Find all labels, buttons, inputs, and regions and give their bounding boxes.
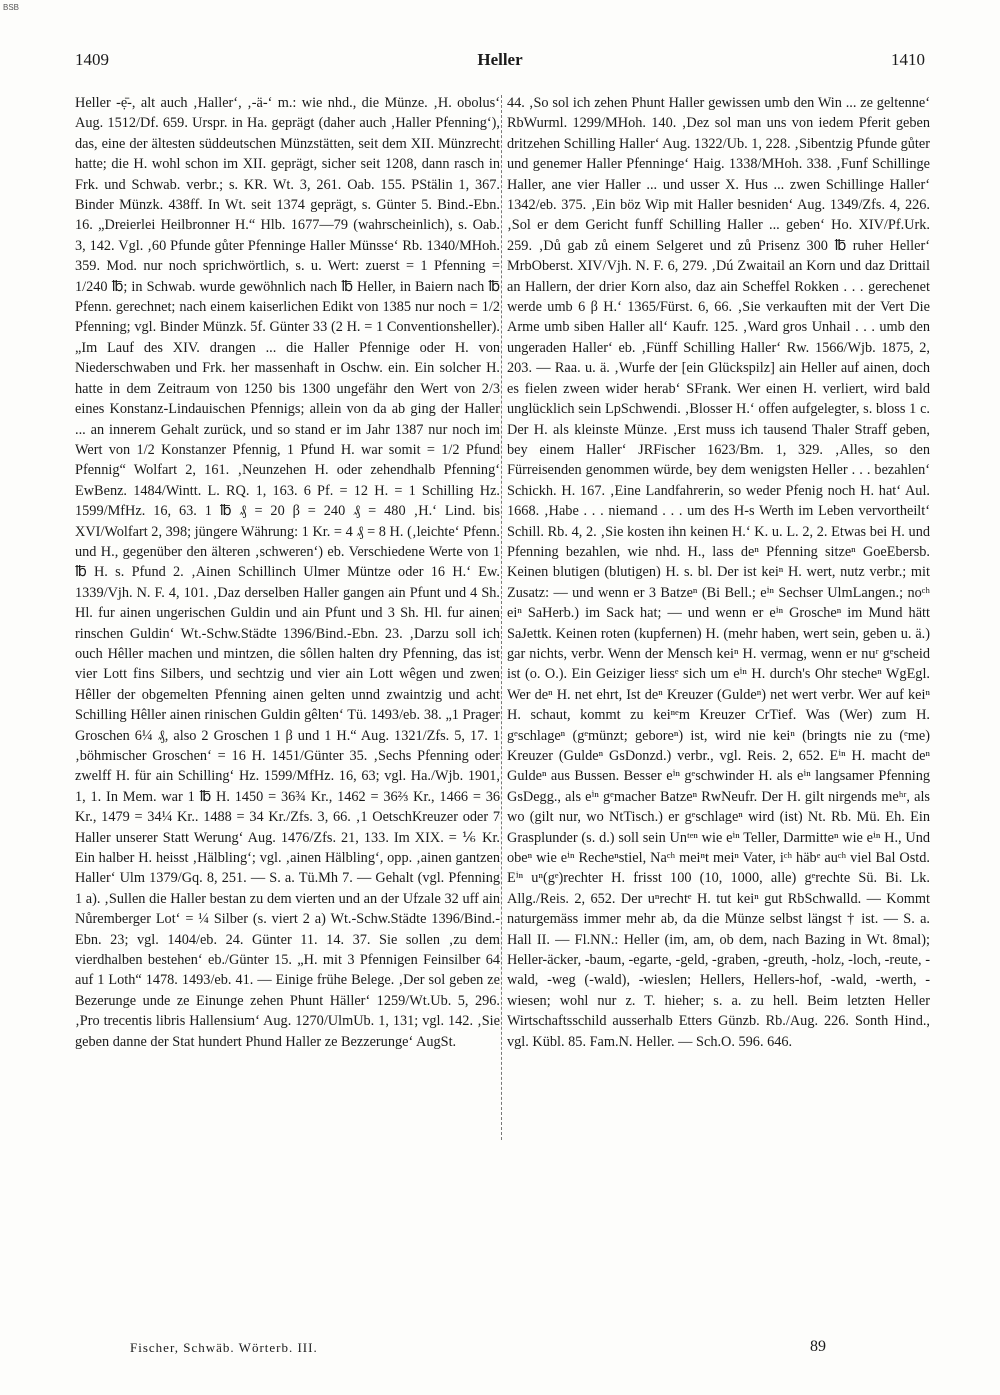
page-number-left: 1409 xyxy=(75,50,109,69)
page-footer xyxy=(130,1340,925,1360)
page-title: Heller xyxy=(477,50,523,69)
column-divider xyxy=(501,95,502,1140)
left-column xyxy=(75,93,500,1052)
footer-page-number: 89 xyxy=(810,1338,826,1355)
library-stamp: BSB xyxy=(3,3,20,12)
right-column-text: 44. ‚So sol ich zehen Phunt Haller gewissen umb den Win ... ze geltenne‘ RbWurml. 1299/MHoh. 140. ‚Dez sol man uns von iedem Pferit geben dritzehen Schilling Haller‘ Aug. 1322/Ub. 1, 228. ‚Sibentzig Pfunde gůter und genemer Haller Pfenninge‘ Haig. 1338/MHoh. 338. ‚Funf Schillinge Haller, ane vier Haller ... und usser X. Hus ... zwen Schillinge Haller‘ 1342/eb. 375. ‚Ein böz Wip mit Haller besniden‘ Aug. 1349/Zfs. 4, 226. ‚Sol er dem Gericht funff Schilling Haller ... geben‘ Ho. XIV/Pf.Urk. 259. ‚Dů gab zů einem Selgeret und zů Prisenz 300 ℔ ruher Heller‘ MrbOberst. XIV/Vjh. N. F. 6, 279. ‚Dú Zwaitail an Korn und daz Drittail an Hallern, der drier Korn also, daz ain Scheffel Rokken . . . gerechenet werde umb 6 β H.‘ 1365/Fürst. 6, 66. ‚Sie verkauften mit der Vert Die Arme umb siben Haller all‘ Kaufr. 125. ‚Ward gros Unhail . . . umb den ungeraden Haller‘ eb. ‚Fünff Schilling Haller‘ Rw. 1566/Wjb. 1875, 2, 203. — Raa. u. ä. ‚Wurfe der [ein Glückspilz] ain Heller auf ainen, doch es fielen zween wider herab‘ SFrank. Wer einen H. verliert, wird bald unglücklich sein LpSchwendi. ‚Blosser H.‘ offen aufgelegter, s. bloss 1 c. Der H. als kleinste Münze. ‚Erst muss ich tausend Thaler Straff geben, bey einem Haller‘ JRFischer 1623/Bm. 1, 329. ‚Alles, so den Fürreisenden genommen würde, bey dem wenigsten Heller . . . bezahlen‘ Schickh. H. 167. ‚Eine Landfahrerin, so weder Pfenig noch H. hat‘ Aul. 1668. ‚Habe . . . niemand . . . um des H-s Werth im Leben vervortheilt‘ Schill. Rb. 4, 2. ‚Sie kosten ihn keinen H.‘ K. u. L. 2, 2. Etwas bei H. und Pfenning bezahlen, wie nhd. H., lass deⁿ Pfenning sitzeⁿ GoeEbersb. Keinen blutigen (blutigen) H. s. bl. Der ist keiⁿ H. wert, nutz verbr.; mit Zusatz: — und wenn er 3 Batzeⁿ (Bi Bell.; eⁱⁿ Sechser UlmLangen.; noᶜʰ eiⁿ SaHerb.) im Sack hat; — und wenn er eⁱⁿ Groscheⁿ im Mund hätt SaJettk. Keinen roten (kupfernen) H. (mehr haben, wert sein, geben u. ä.) gar nichts, verbr. Wenn der Mensch keiⁿ H. vermag, wenn er nuʳ gᵉscheid ist (o. O.). Ein Geiziger liessᵉ sich um eⁱⁿ H. durch's Ohr stecheⁿ WgEgl. Wer deⁿ H. net ehrt, Ist deⁿ Kreuzer (Guldeⁿ) net wert verbr. Wer auf keiⁿ H. schaut, kommt zu keiⁿᵉm Kreuzer CrTief. Was (Wer) zum H. gᵉschlageⁿ (gᵉmünzt; geboreⁿ) ist, wird nie keiⁿ (bringts nie zu (ᵉme) Kreuzer (Guldeⁿ GsDonzd.) verbr., vgl. Reis. 2, 652. Eⁱⁿ H. macht deⁿ Guldeⁿ aus Bussen. Besser eⁱⁿ gᵉschwinder H. als eⁱⁿ langsamer Pfenning GsDegg., als eⁱⁿ gᵉmacher Batzeⁿ RwNeufr. Der H. gilt nirgends meʰʳ, als wo (gilt nur, wo NtTisch.) er gᵉschlageⁿ wird (ist) Nt. Rb. Mü. Eh. Ein Grasplunder (s. d.) soll sein Unᵗᵉⁿ wie eⁱⁿ Teller, Darmitteⁿ wie eⁱⁿ H., Und obeⁿ wie eⁱⁿ Recheⁿstiel, Naᶜʰ meiⁿt meiⁿ Vater, iᶜʰ häbᵉ auᶜʰ viel Bal Ostd. Eⁱⁿ uⁿ(gᵉ)rechter H. frisst 100 (10, 1000, alle) gᵉrechte Sü. Bi. Lk. Allg./Reis. 2, 652. Der uⁿrechtᵉ H. tut keiⁿ gut RbSchwalld. — Kommt naturgemäss immer mehr ab, da die Münze selbst längst † ist. — S. a. Hall II. — Fl.NN.: Heller (im, am, ob dem, nach Bazing in Wt. 8mal); Heller-äcker, -baum, -egarte, -geld, -graben, -greuth, -holz, -loch, -reute, -wald, -weg (-wald), -wieslen; Hellers, Hellers-hof, -wald, -werth, -wiesen; wohl nur z. T. hieher; s. a. zu hell. Beim letzten Heller Wirtschaftsschild ausserhalb Etters Günzb. Rb./Aug. 226. Sonth Hind., vgl. Kübl. 85. Fam.N. Heller. — Sch.O. 596. 646. xyxy=(507,95,930,1050)
left-column-text: Heller -ẹ̄-, alt auch ‚Haller‘, ‚-ä-‘ m.: wie nhd., die Münze. ‚H. obolus‘ Aug. 1512/Df. 659. Urspr. in Ha. geprägt (daher auch ‚Haller Pfenning‘), das, eine der ältesten süddeutschen Münzstätten, seit dem XII. Münzrecht hatte; die H. wohl schon im XII. geprägt, sicher seit 1208, dann rasch in Frk. und Schwab. verbr.; s. KR. Wt. 3, 261. Oab. 155. PStälin 1, 367. Binder Münzk. 438ff. In Wt. seit 1374 geprägt, s. Günter 5. Bind.-Ebn. 16. „Dreierlei Heilbronner H.“ Hlb. 1677—79 (wahrscheinlich), s. Oab. 3, 142. Vgl. ‚60 Pfunde gůter Pfenninge Haller Münsse‘ Rb. 1340/MHoh. 359. Mod. nur noch sprichwörtlich, s. u. Wert: zuerst = 1 Pfenning = 1/240 ℔; in Schwab. wurde gewöhnlich nach ℔ Heller, in Baiern nach ℔ Pfenn. gerechnet; nach einem kaiserlichen Edikt von 1385 nur noch = 1/2 Pfenning; vgl. Binder Münzk. 5f. Günter 33 (2 H. = 1 Conventionsheller). „Im Lauf des XIV. drangen ... die Haller Pfennige oder H. von Niederschwaben und Frk. her massenhaft in Oschw. ein. Ein solcher H. hatte in dem Zeitraum von 1250 bis 1300 ungefähr den Wert von 2/3 eines Konstanz-Lindauischen Pfennigs; allein von da ab ging der Haller ... an innerem Gehalt zurück, und so stand er im Jahr 1387 nur noch im Wert von 1/2 Konstanzer Pfennig, 1 Pfund H. war somit = 1/2 Pfund Pfennig“ Wolfart 2, 161. ‚Neunzehen H. oder zehendhalb Pfenning‘ EwBenz. 1484/Wintt. L. RQ. 1, 163. 6 Pf. = 12 H. = 1 Schilling Hz. 1599/MfHz. 16, 63. 1 ℔ ₰ = 20 β = 240 ₰ = 480 ‚H.‘ Lind. bis XVI/Wolfart 2, 398; jüngere Währung: 1 Kr. = 4 ₰ = 8 H. (‚leichte‘ Pfenn. und H., gegenüber den älteren ‚schweren‘) eb. Verschiedene Werte von 1 ℔ H. s. Pfund 2. ‚Ainen Schillinch Ulmer Müntze oder 16 H.‘ Ew. 1339/Vjh. N. F. 4, 101. ‚Daz derselben Haller gangen ain Pfunt und 4 Sh. Hl. fur ainen ungerischen Guldin und ain Pfunt und 3 Sh. Hl. fur ainen rinschen Guldin‘ Wt.-Schw.Städte 1396/Bind.-Ebn. 23. ‚Darzu soll ich ouch Hêller machen und mintzen, die sôllen halten dry Pfenning, das ist vier Lott fins Silbers, und sechtzig und vier ain Lott wêgen und zwen Hêller der obgemelten Pfenning ainen gelten unnd zwaintzig und acht Schilling Hêller ainen rinischen Guldin gêlten‘ Tü. 1493/eb. 38. „1 Prager Groschen 6¼ ₰, also 2 Groschen 1 β und 1 H.“ Aug. 1321/Zfs. 5, 17. 1 ‚böhmischer Groschen‘ = 16 H. 1451/Günter 35. ‚Sechs Pfenning oder zwelff H. für ain Schilling‘ Hz. 1599/MfHz. 16, 63; vgl. Ha./Wjb. 1901, 1, 1. In Mem. war 1 ℔ H. 1450 = 36¾ Kr., 1462 = 36⅔ Kr., 1466 = 36 Kr., 1479 = 34¼ Kr.. 1488 = 34 Kr./Zfs. 3, 66. ‚1 OetschKreuzer oder 7 Haller unserer Statt Werung‘ Aug. 1476/Zfs. 21, 133. Im XIX. = ⅙ Kr. Ein halber H. heisst ‚Hälbling‘; vgl. ‚ainen Hälbling‘, opp. ‚ainen gantzen Haller‘ Ulm 1379/Gq. 8, 251. — S. a. Tü.Mh 7. — Gehalt (vgl. Pfenning 1 a). ‚Sullen die Haller bestan zu dem vierten und an der Ufzale 32 uff ain Nůremberger Lot‘ = ¼ Silber (s. viert 2 a) Wt.-Schw.Städte 1396/Bind.-Ebn. 23; vgl. 1404/eb. 24. Günter 11. 14. 37. Sie sollen ‚zu dem vierdhalben bestehen‘ eb./Günter 15. „H. mit 3 Pfennigen Feinsilber 64 auf 1 Loth“ 1478. 1493/eb. 41. — Einige frühe Belege. ‚Der sol geben ze Bezerunge unde ze Einunge zehen Phunt Häller‘ 1259/Wt.Ub. 5, 296. ‚Pro trecentis libris Hallensium‘ Aug. 1270/UlmUb. 1, 131; vgl. 142. ‚Sie geben danne der Stat hundert Phund Haller ze Bezzerunge‘ AugSt. xyxy=(75,95,500,1050)
footer-source: Fischer, Schwäb. Wörterb. III. xyxy=(130,1340,318,1355)
page-number-right: 1410 xyxy=(891,50,925,69)
right-column xyxy=(507,93,930,1052)
page-header xyxy=(75,50,925,72)
